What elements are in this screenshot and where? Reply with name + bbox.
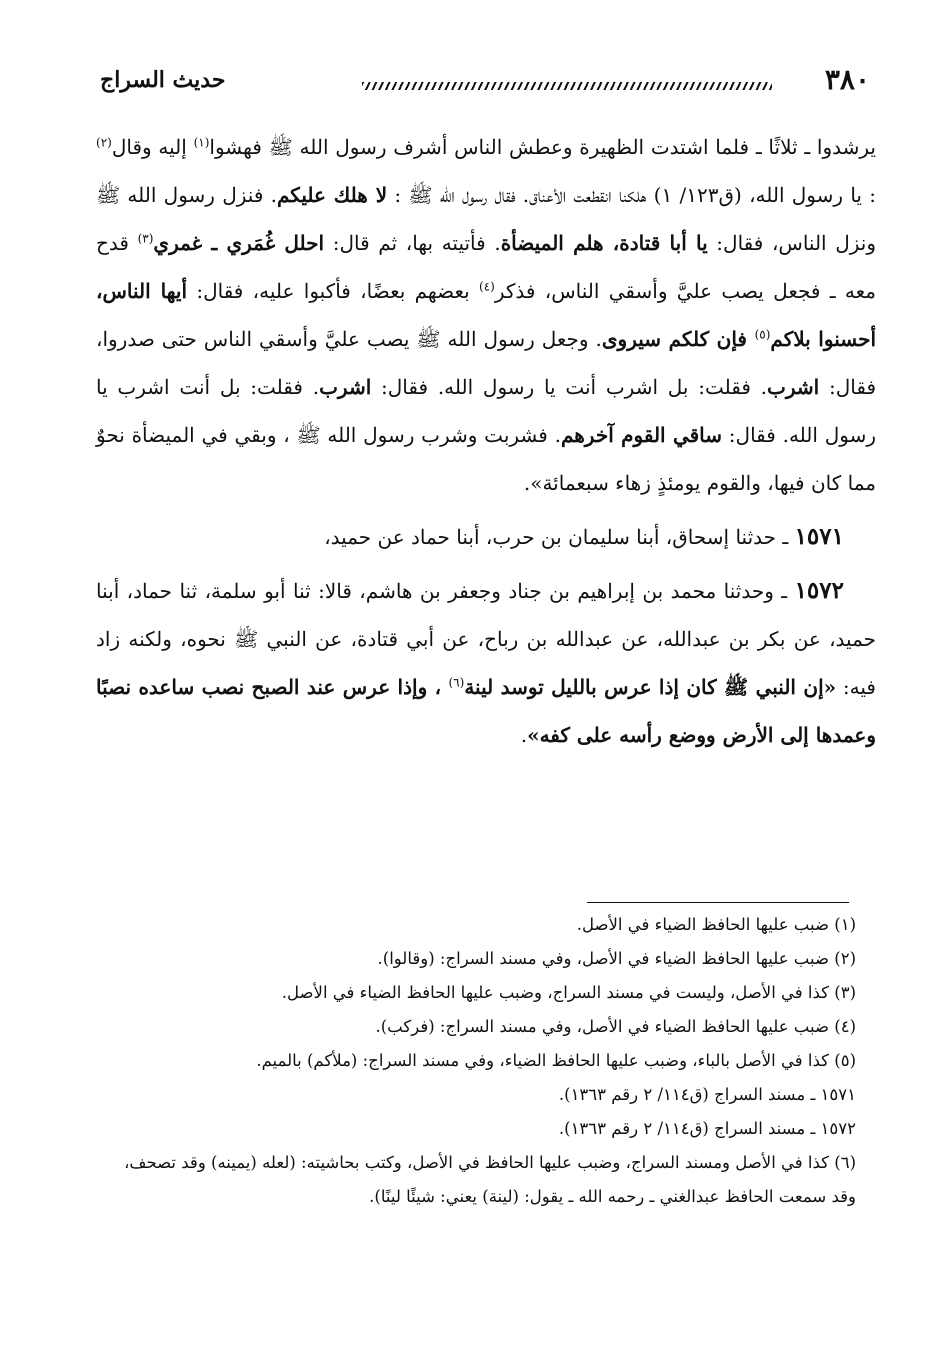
header-ornament-rule [362, 82, 772, 90]
prophetic-speech: ساقي القوم آخرهم [560, 423, 723, 447]
footnote-ref-6: (٦) [448, 675, 465, 690]
footnote: (٣) كذا في الأصل، وليست في مسند السراج، وضبب عليها الحافظ الضياء في الأصل. [281, 983, 856, 1002]
prophetic-speech: فإن كلكم سيروى [601, 327, 755, 351]
text-run: يرشدوا ـ ثلاثًا ـ فلما اشتدت الظهيرة وعطش الناس أشرف رسول الله ﷺ فهشوا [209, 135, 876, 159]
hadith-number: ١٥٧١ [794, 523, 844, 550]
page-header [100, 60, 870, 100]
footnote: (٦) كذا في الأصل ومسند السراج، وضبب عليها الحافظ في الأصل، وكتب بحاشيته: (لعله (يمينه) وقد تصحف، وقد سمعت الحافظ عبدالغني ـ رحمه الله ـ يقول: (لينة) يعني: شيئًا لينًا). [124, 1153, 856, 1206]
footnote-ref-3: (٣) [137, 231, 154, 246]
prophetic-speech: ، وإذا عرس عند الصبح نصب ساعده نصبًا وعمدها إلى الأرض ووضع رأسه على كفه» [96, 675, 876, 747]
footnote-ref-4: (٤) [479, 279, 495, 294]
footnote: (٥) كذا في الأصل بالباء، وضبب عليها الحافظ الضياء، وفي مسند السراج: (ملأكم) بالميم. [256, 1051, 856, 1070]
prophetic-speech: لا هلك عليكم [277, 183, 388, 207]
text-run: . فقلت: بل أنت اشرب يا رسول الله. فقال: [96, 375, 876, 447]
prophetic-speech: احلل غُمَري ـ غمري [153, 231, 325, 255]
footnote: ١٥٧١ ـ مسند السراج (ق١١٤/ ٢ رقم ١٣٦٣). [558, 1085, 856, 1104]
footnote: (٢) ضبب عليها الحافظ الضياء في الأصل، وفي مسند السراج: (وقالوا). [377, 949, 856, 968]
prophetic-speech: اشرب [767, 375, 820, 399]
hadith-1572 [96, 567, 876, 759]
text-run: ـ وحدثنا محمد بن إبراهيم بن جناد وجعفر بن هاشم، قالا: ثنا أبو سلمة، ثنا حماد، أبنا حميد، عن بكر بن عبدالله، عن عبدالله بن رباح، عن أبي قتادة، عن النبي ﷺ نحوه، ولكنه زاد فيه: [96, 579, 876, 699]
prophetic-speech: اشرب [319, 375, 372, 399]
text-run: . [520, 723, 528, 747]
text-run: . فقلت: بل اشرب أنت يا رسول الله. فقال: [371, 375, 768, 399]
text-run: . فنزل رسول الله ﷺ ونزل الناس، فقال: [96, 183, 877, 255]
text-run: إليه وقال [111, 135, 194, 159]
text-run: قدح معه ـ فجعل يصب عليَّ وأسقي الناس، فذكر [96, 231, 877, 303]
text-run: . وجعل رسول الله ﷺ يصب عليَّ وأسقي الناس حتى صدروا، فقال: [96, 327, 877, 399]
hadith-1571 [96, 513, 876, 561]
prophetic-speech: يا أبا قتادة، هلم الميضأة [500, 231, 708, 255]
footnotes [96, 908, 856, 1214]
footnote-separator [587, 902, 849, 903]
prophetic-speech: أيها الناس، أحسنوا بلاكم [96, 279, 876, 351]
text-run: ـ حدثنا إسحاق، أبنا سليمان بن حرب، أبنا حماد عن حميد، [324, 525, 795, 549]
text-run: : يا رسول الله، (ق١٢٣/ ١) هلكنا انقطعت الأعناق. فقال رسول الله ﷺ : [387, 183, 876, 207]
running-title: حديث السراج [100, 67, 226, 93]
footnote: (٤) ضبب عليها الحافظ الضياء في الأصل، وفي مسند السراج: (فركب). [375, 1017, 856, 1036]
footnote-ref-2: (٢) [96, 135, 112, 150]
main-text [96, 123, 876, 759]
footnote-ref-5: (٥) [754, 327, 771, 342]
hadith-number: ١٥٧٢ [794, 577, 844, 604]
text-run: . فأتيته بها، ثم قال: [324, 231, 501, 255]
footnote: (١) ضبب عليها الحافظ الضياء في الأصل. [576, 915, 856, 934]
page-number: ٣٨٠ [824, 63, 870, 96]
narration-paragraph [96, 123, 876, 507]
prophetic-speech: «إن النبي ﷺ كان إذا عرس بالليل توسد لينة [464, 675, 837, 699]
text-run: . فشربت وشرب رسول الله ﷺ ، وبقي في الميضأة نحوٌ مما كان فيها، والقوم يومئذٍ زهاء سبعمائة». [96, 423, 876, 495]
text-run: بعضهم بعضًا، فأكبوا عليه، فقال: [187, 279, 479, 303]
footnote-ref-1: (١) [193, 135, 210, 150]
footnote: ١٥٧٢ ـ مسند السراج (ق١١٤/ ٢ رقم ١٣٦٣). [558, 1119, 856, 1138]
